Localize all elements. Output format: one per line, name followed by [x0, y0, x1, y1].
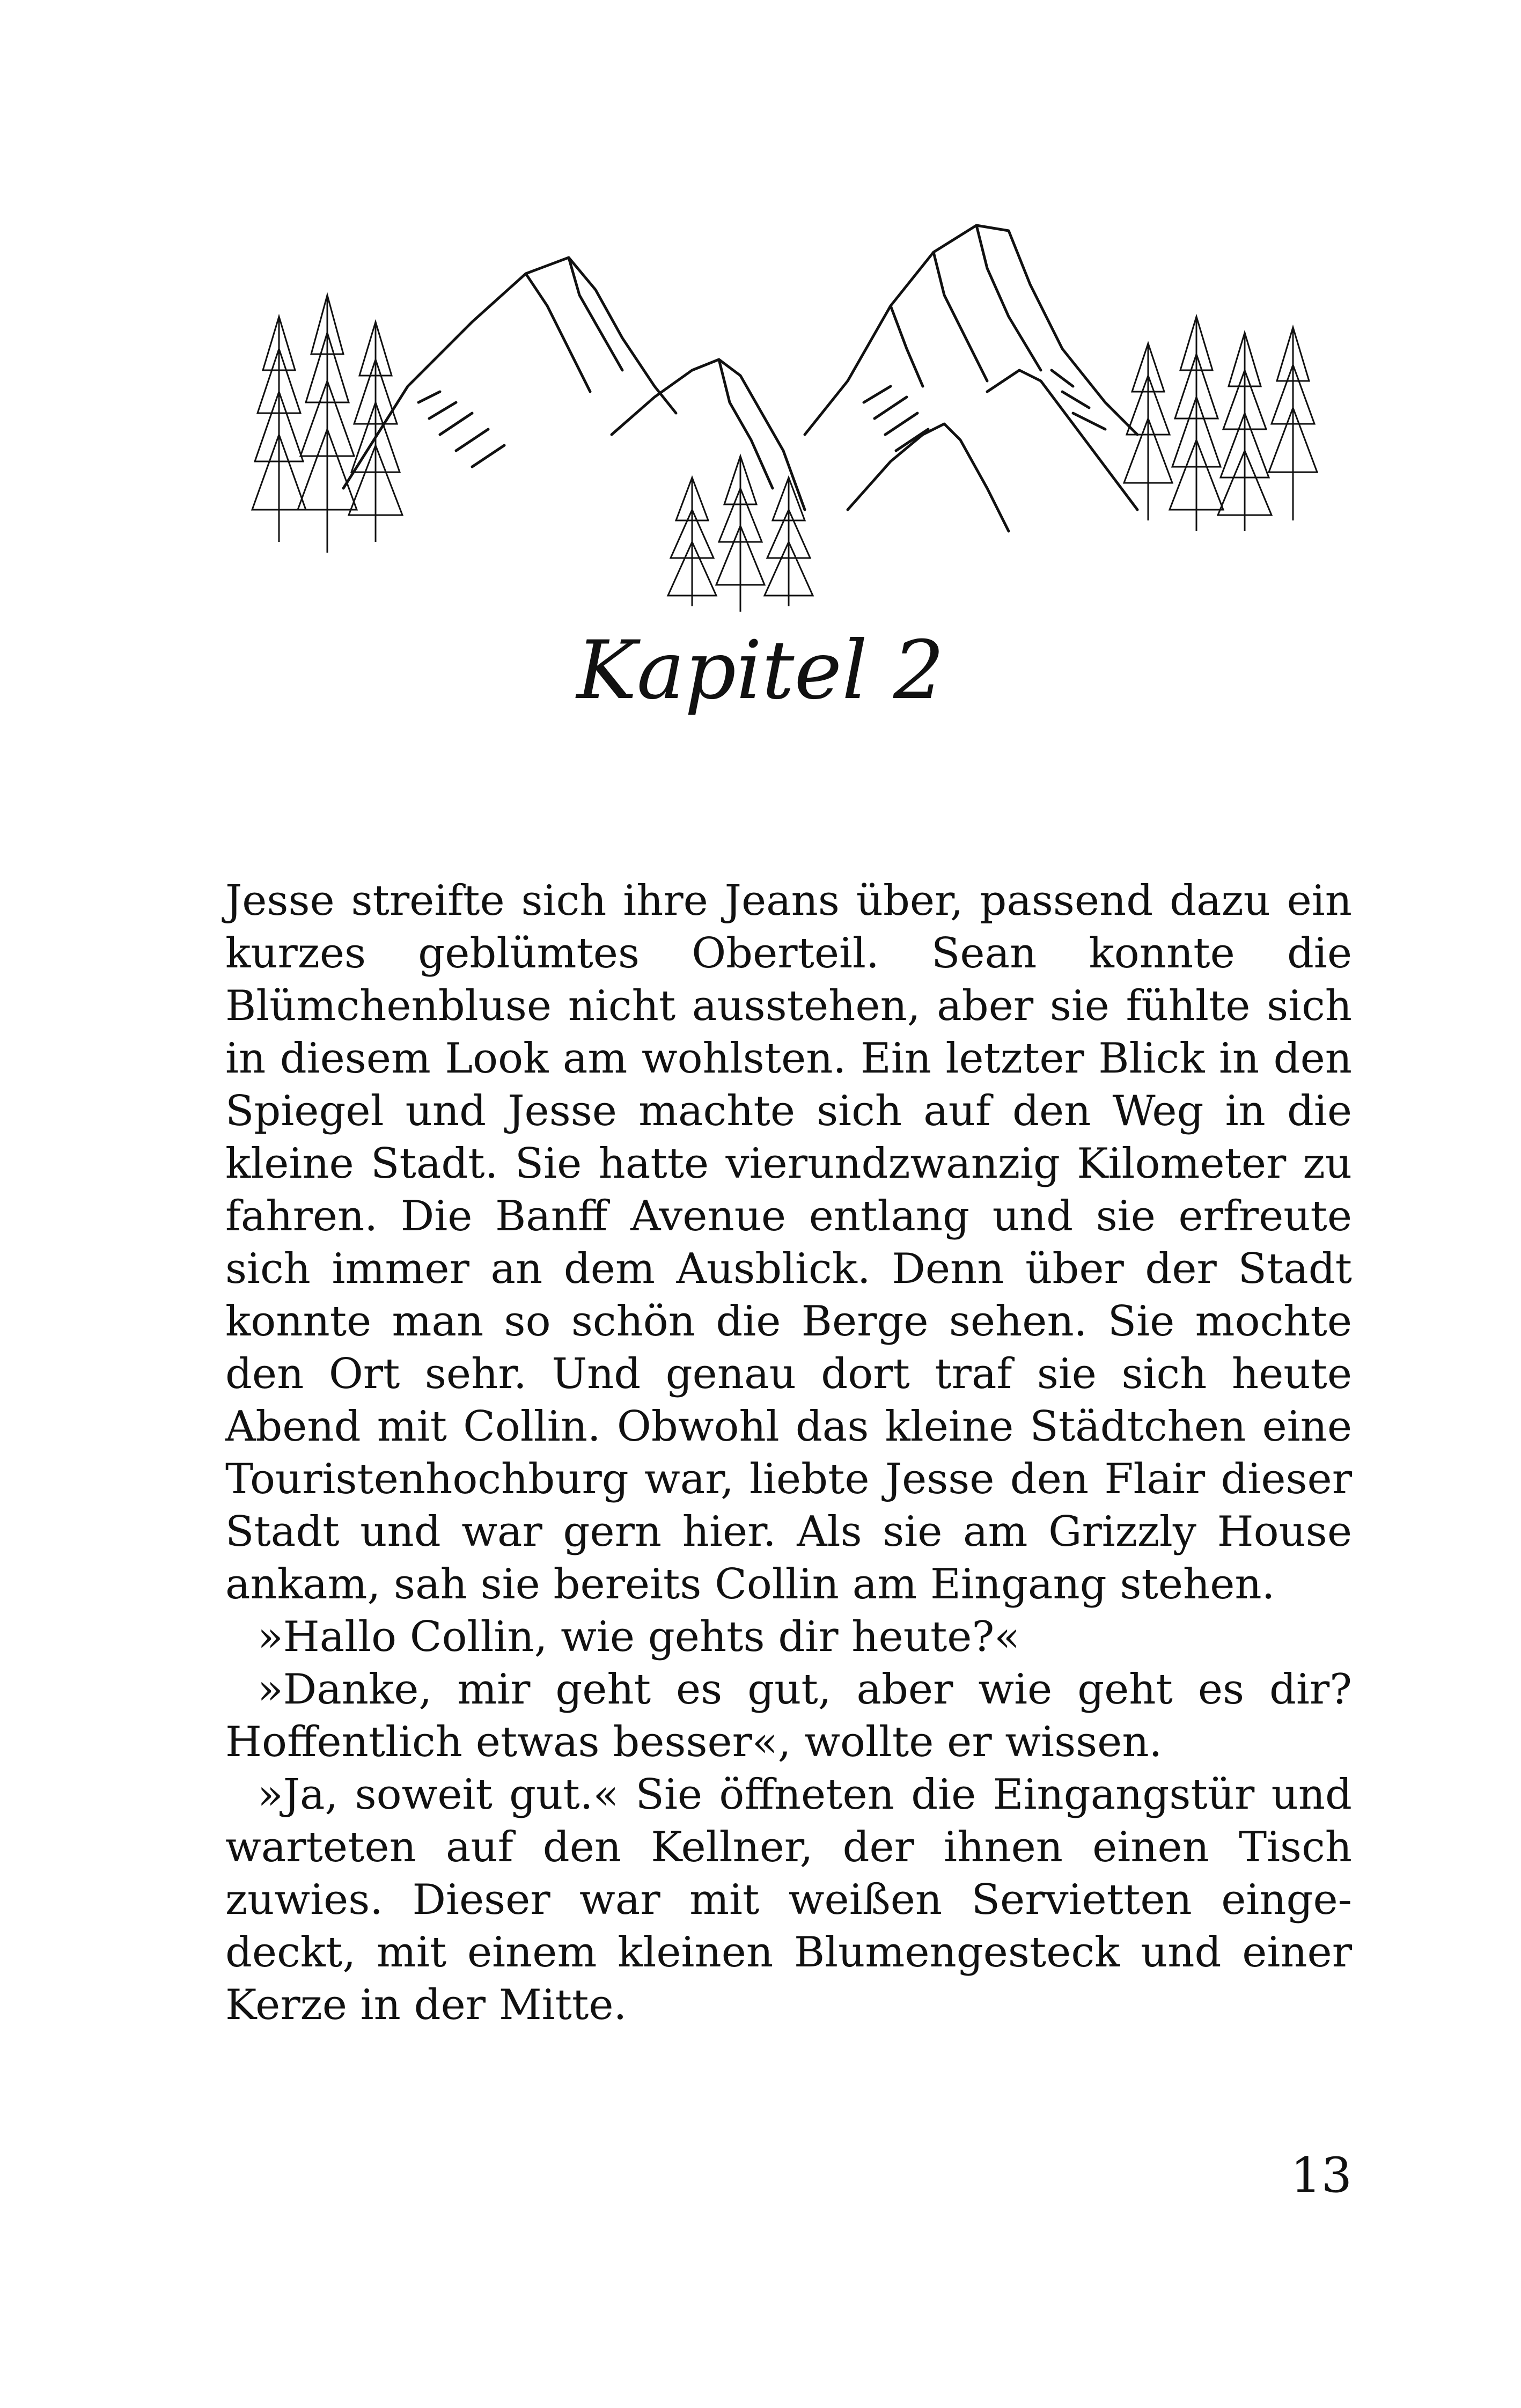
fir-tree-icon	[1124, 343, 1172, 520]
paragraph: Jesse streifte sich ihre Jeans über, passend dazu ein kurzes geblümtes Oberteil. Sean konnte die Blümchenbluse nicht ausstehen, aber sie fühlte sich in diesem Look am wohlsten. Ein letzter Blick in den Spiegel und Jesse machte sich auf den Weg in die kleine Stadt. Sie hatte vierundzwanzig Kilometer zu fahren. Die Banff Avenue entlang und sie erfreute sich immer an dem Ausblick. Denn über der Stadt konnte man so schön die Berge sehen. Sie mochte den Ort sehr. Und genau dort traf sie sich heute Abend mit Collin. Obwohl das kleine Städtchen eine Touristenhochburg war, liebte Jesse den Flair dieser Stadt und war gern hier. Als sie am Grizzly House ankam, sah sie bereits Collin am Eingang stehen.	[225, 877, 1352, 1609]
paragraph: »Danke, mir geht es gut, aber wie geht es dir? Hoffentlich etwas besser«, wollte er wissen.	[225, 1665, 1352, 1766]
fir-tree-icon	[1218, 333, 1272, 531]
paragraph: »Ja, soweit gut.« Sie öffneten die Eingangstür und warteten auf den Kellner, der ihnen einen Tisch zuwies. Dieser war mit weißen Servietten eingedeckt, mit einem kleinen Blumengesteck und einer Kerze in der Mitte.	[225, 1771, 1352, 2029]
mountains-with-fir-trees-illustration	[247, 209, 1320, 617]
chapter-body-text	[225, 875, 1352, 2031]
fir-tree-icon	[668, 478, 716, 606]
paragraph: »Hallo Collin, wie gehts dir heute?«	[258, 1613, 1020, 1661]
fir-tree-icon	[716, 456, 765, 612]
fir-tree-icon	[1269, 327, 1317, 520]
fir-tree-icon	[1170, 317, 1223, 531]
chapter-title: Kapitel 2	[576, 624, 945, 717]
fir-tree-icon	[298, 295, 357, 553]
page-number: 13	[1290, 2147, 1352, 2204]
fir-tree-icon	[765, 478, 813, 606]
